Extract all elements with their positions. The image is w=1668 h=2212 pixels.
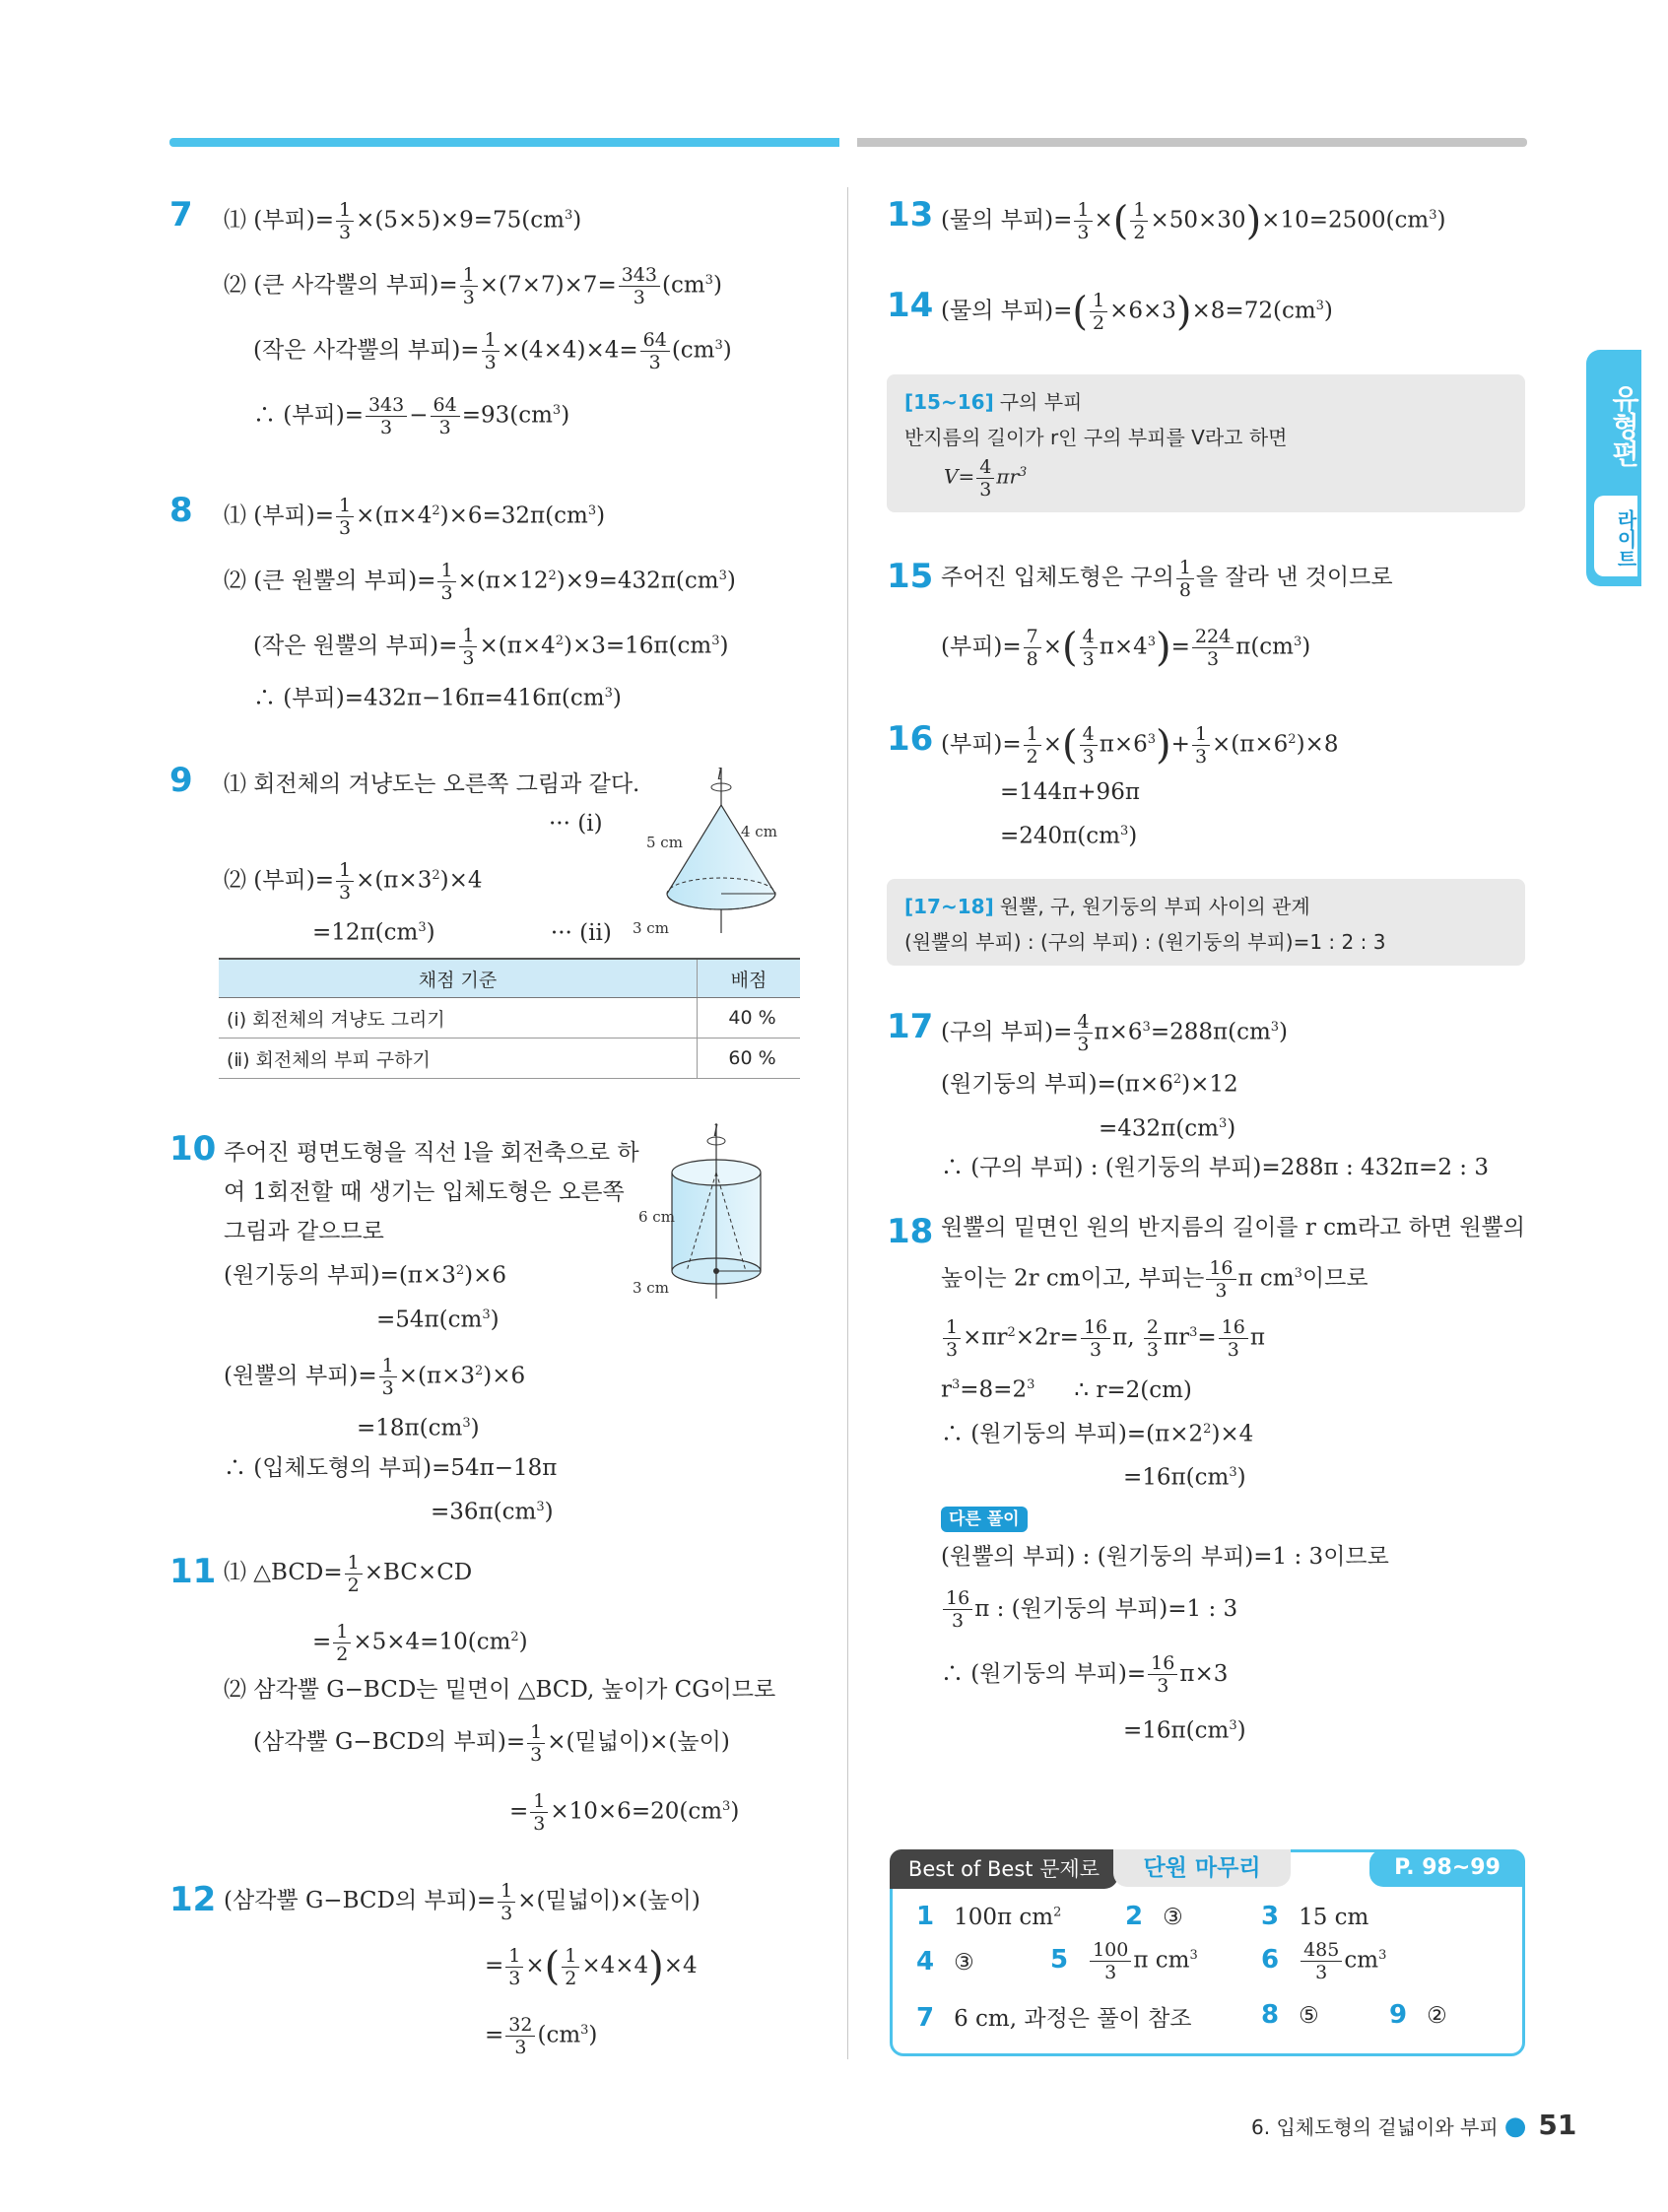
solution-line: ⑴ △BCD= $\frac{1}{2}$ ×BC×CD [224,1551,473,1596]
solution-line: (작은 사각뿔의 부피)= $\frac{1}{3}$ ×(4×4)×4= $\frac{64}{3}$ $(cm^3)$ [253,329,732,374]
solution-line: 여 1회전할 때 생기는 입체도형은 오른쪽 [224,1179,625,1205]
page-reference: P. 98~99 [1369,1849,1525,1887]
answer-item: 5 $\frac{100}{3}$ π $cm^3$ [1050,1939,1198,1983]
problem-number: 14 [887,286,934,325]
solution-line: ∴ (원기둥의 부피)= $\frac{16}{3}$ π×3 [941,1652,1229,1698]
solution-line: ∴ (원기둥의 부피)$=(\pi\times 2^2)\times 4$ [941,1421,1254,1447]
solution-line: =144π+96π [1000,779,1140,805]
problem-number: 12 [169,1880,217,1919]
problem-number: 15 [887,557,934,596]
solution-line: = $\frac{1}{3}$ ×( $\frac{1}{2}$ ×4×4)×4 [485,1944,698,1989]
solution-line: (삼각뿔 G−BCD의 부피)= $\frac{1}{3}$ ×(밑넓이)×(높이) [253,1720,730,1766]
solution-line: $=16\pi(cm^3)$ [1123,1464,1246,1491]
solution-line: ∴ (부피)$=432\pi-16\pi=416\pi(cm^3)$ [253,685,622,711]
solution-line: = $\frac{1}{2}$ $\times 5\times 4=10(cm^2)$ [312,1621,528,1666]
problem-number: 16 [887,719,934,759]
chapter-title: 6. 입체도형의 겉넓이와 부피 [1251,2115,1499,2139]
grading-header-points: 배점 [698,959,801,998]
page-number: 51 [1538,2109,1577,2141]
answer-item: 8 ⑤ [1261,2000,1319,2030]
solution-line: 높이는 2r cm이고, 부피는 $\frac{16}{3}$ π $cm^3$이므로 [941,1257,1368,1303]
column-divider [847,187,848,2059]
side-tab-label: 유형편 [1608,384,1640,467]
problem-number: 11 [169,1552,217,1591]
side-tab-sublabel: 라이트 [1594,496,1637,576]
concept-box-sphere-volume: [15~16] 구의 부피 반지름의 길이가 r인 구의 부피를 V라고 하면 V= $\frac{4}{3}$ $\pi r^3$ [887,374,1525,512]
solution-line: ⑵ (큰 원뿔의 부피)= $\frac{1}{3}$ $\times(\pi\times 12^2)\times 9=432\pi(cm^3)$ [224,560,736,605]
solution-line: ⑴ (부피)= $\frac{1}{3}$ $\times(5\times 5)\times 9=75(cm^3)$ [224,199,582,244]
top-bar-right [857,138,1527,147]
answer-item: 1 100π $cm^2$ [916,1902,1062,1931]
solution-line: $\frac{1}{3}$ $\times\pi r^2\times 2r=$ $\frac{16}{3}$ π, $\frac{2}{3}$ $\pi r^3=$ $\frac{16}{3}$ π [941,1301,1532,1366]
solution-line: (구의 부피)= $\frac{4}{3}$ $\pi\times 6^3=288\pi(cm^3)$ [941,1011,1289,1056]
solution-line: ∴ (구의 부피) : (원기둥의 부피)=288π : 432π=2 : 3 [941,1155,1489,1181]
solution-line: $=16\pi(cm^3)$ [1123,1717,1246,1744]
grading-table [219,958,800,1079]
answer-item: 6 $\frac{485}{3}$ $cm^3$ [1261,1939,1387,1983]
solution-line: (원뿔의 부피) : (원기둥의 부피)=1 : 3이므로 [941,1543,1389,1570]
slant-label: 5 cm [646,834,683,851]
height-label: 6 cm [638,1208,675,1226]
solution-line: (원기둥의 부피)$=(\pi\times 6^2)\times 12$ [941,1071,1238,1098]
solution-line: (물의 부피)= $\frac{1}{3}$ ×( $\frac{1}{2}$ $\times 50\times 30)\times 10=2500(cm^3)$ [941,198,1446,244]
top-bar-left [169,138,839,147]
solution-line: $=12\pi(cm^3)$ ··· (ⅱ) [312,919,612,946]
solution-line: $\frac{16}{3}$ π : (원기둥의 부피)=1 : 3 [941,1576,1532,1642]
solution-line: 그림과 같으므로 [224,1219,384,1244]
page-footer: 6. 입체도형의 겉넓이와 부피 ● 51 [1251,2109,1577,2141]
solution-line: ⑴ (부피)= $\frac{1}{3}$ $\times(\pi\times 4^2)\times 6=32\pi(cm^3)$ [224,495,606,540]
problem-number: 17 [887,1007,934,1046]
solution-line: ∴ (부피)= $\frac{343}{3}$ − $\frac{64}{3}$ $=93(cm^3)$ [253,394,570,439]
solution-line: 주어진 평면도형을 직선 l을 회전축으로 하 [224,1140,639,1166]
alt-solution-label: 다른 풀이 [941,1498,1532,1537]
answer-item: 4 ③ [916,1947,974,1977]
problem-number: 7 [169,195,193,235]
solution-line: (물의 부피)=( $\frac{1}{2}$ $\times 6\times 3)\times 8=72(cm^3)$ [941,289,1333,335]
problem-number: 18 [887,1212,934,1251]
solution-line: ⑵ (부피)= $\frac{1}{3}$ $\times(\pi\times 3^2)\times 4$ [224,859,483,905]
radius-label: 3 cm [633,919,669,937]
solution-line: = $\frac{32}{3}$ $(cm^3)$ [485,2014,598,2059]
problem-number: 13 [887,195,934,235]
solution-line: (부피)= $\frac{1}{2}$ ×( $\frac{4}{3}$ $\pi\times 6^3)+$ $\frac{1}{3}$ $\times(\pi\times 6^2)\times 8$ [941,722,1339,769]
solution-line: = $\frac{1}{3}$ $\times 10\times 6=20(cm^3)$ [509,1790,740,1836]
solution-line: $r^3=8=2^3$ ∴ r=2(cm) [941,1376,1192,1403]
solution-line: ⑴ 회전체의 겨냥도는 오른쪽 그림과 같다. [224,771,640,797]
problem-number: 8 [169,491,193,530]
problem-number: 10 [169,1129,217,1169]
solution-line: 원뿔의 밑면인 원의 반지름의 길이를 r cm라고 하면 원뿔의 [941,1215,1525,1240]
answer-item: 2 ③ [1125,1902,1183,1931]
solution-line: ⑵ 삼각뿔 G−BCD는 밑면이 △BCD, 높이가 CG이므로 [224,1677,776,1703]
solution-line: $=432\pi(cm^3)$ [1099,1115,1236,1142]
solution-line: 주어진 입체도형은 구의 $\frac{1}{8}$ 을 잘라 낸 것이므로 [941,556,1393,601]
solution-line: (작은 원뿔의 부피)= $\frac{1}{3}$ $\times(\pi\times 4^2)\times 3=16\pi(cm^3)$ [253,625,729,670]
answer-item: 7 6 cm, 과정은 풀이 참조 [916,2003,1192,2033]
table-row: (ⅰ) 회전체의 겨냥도 그리기 40 % [219,998,800,1039]
concept-box-volume-relation: [17~18] 원뿔, 구, 원기둥의 부피 사이의 관계 (원뿔의 부피) : (구의 부피) : (원기둥의 부피)=1 : 2 : 3 [887,879,1525,966]
cylinder-figure [633,1121,800,1301]
solution-line: (삼각뿔 G−BCD의 부피)= $\frac{1}{3}$ ×(밑넓이)×(높이) [224,1879,701,1924]
solution-line: (원뿔의 부피)= $\frac{1}{3}$ $\times(\pi\times 3^2)\times 6$ [224,1355,526,1400]
best-of-best-header: Best of Best 문제로 [890,1849,1118,1889]
solution-line: ∴ (입체도형의 부피)=54π−18π [224,1454,558,1481]
problem-number: 9 [169,761,193,800]
axis-label: l [717,765,723,783]
unit-review-title: 단원 마무리 [1113,1849,1291,1887]
solution-line: $=36\pi(cm^3)$ [431,1499,554,1525]
score-mark: ··· (ⅰ) [549,811,603,837]
side-tab[interactable] [1586,350,1641,586]
grading-header-criteria: 채점 기준 [219,959,698,998]
radius-label: 3 cm [633,1279,669,1297]
solution-line: ⑵ (큰 사각뿔의 부피)= $\frac{1}{3}$ ×(7×7)×7= $\frac{343}{3}$ $(cm^3)$ [224,264,722,309]
table-row: (ⅱ) 회전체의 부피 구하기 60 % [219,1039,800,1079]
axis-label: l [713,1121,719,1140]
answer-item: 9 ② [1389,2000,1447,2030]
height-label: 4 cm [741,823,777,840]
solution-line: $=54\pi(cm^3)$ [376,1307,500,1333]
solution-line: (부피)= $\frac{7}{8}$ ×( $\frac{4}{3}$ $\pi\times 4^3)=$ $\frac{224}{3}$ $\pi(cm^3)$ [941,625,1311,671]
solution-line: (원기둥의 부피)$=(\pi\times 3^2)\times 6$ [224,1262,507,1289]
solution-line: $=18\pi(cm^3)$ [357,1415,480,1441]
cone-figure [633,765,800,938]
solution-line: $=240\pi(cm^3)$ [1000,823,1138,849]
answer-item: 3 15 cm [1261,1902,1369,1931]
